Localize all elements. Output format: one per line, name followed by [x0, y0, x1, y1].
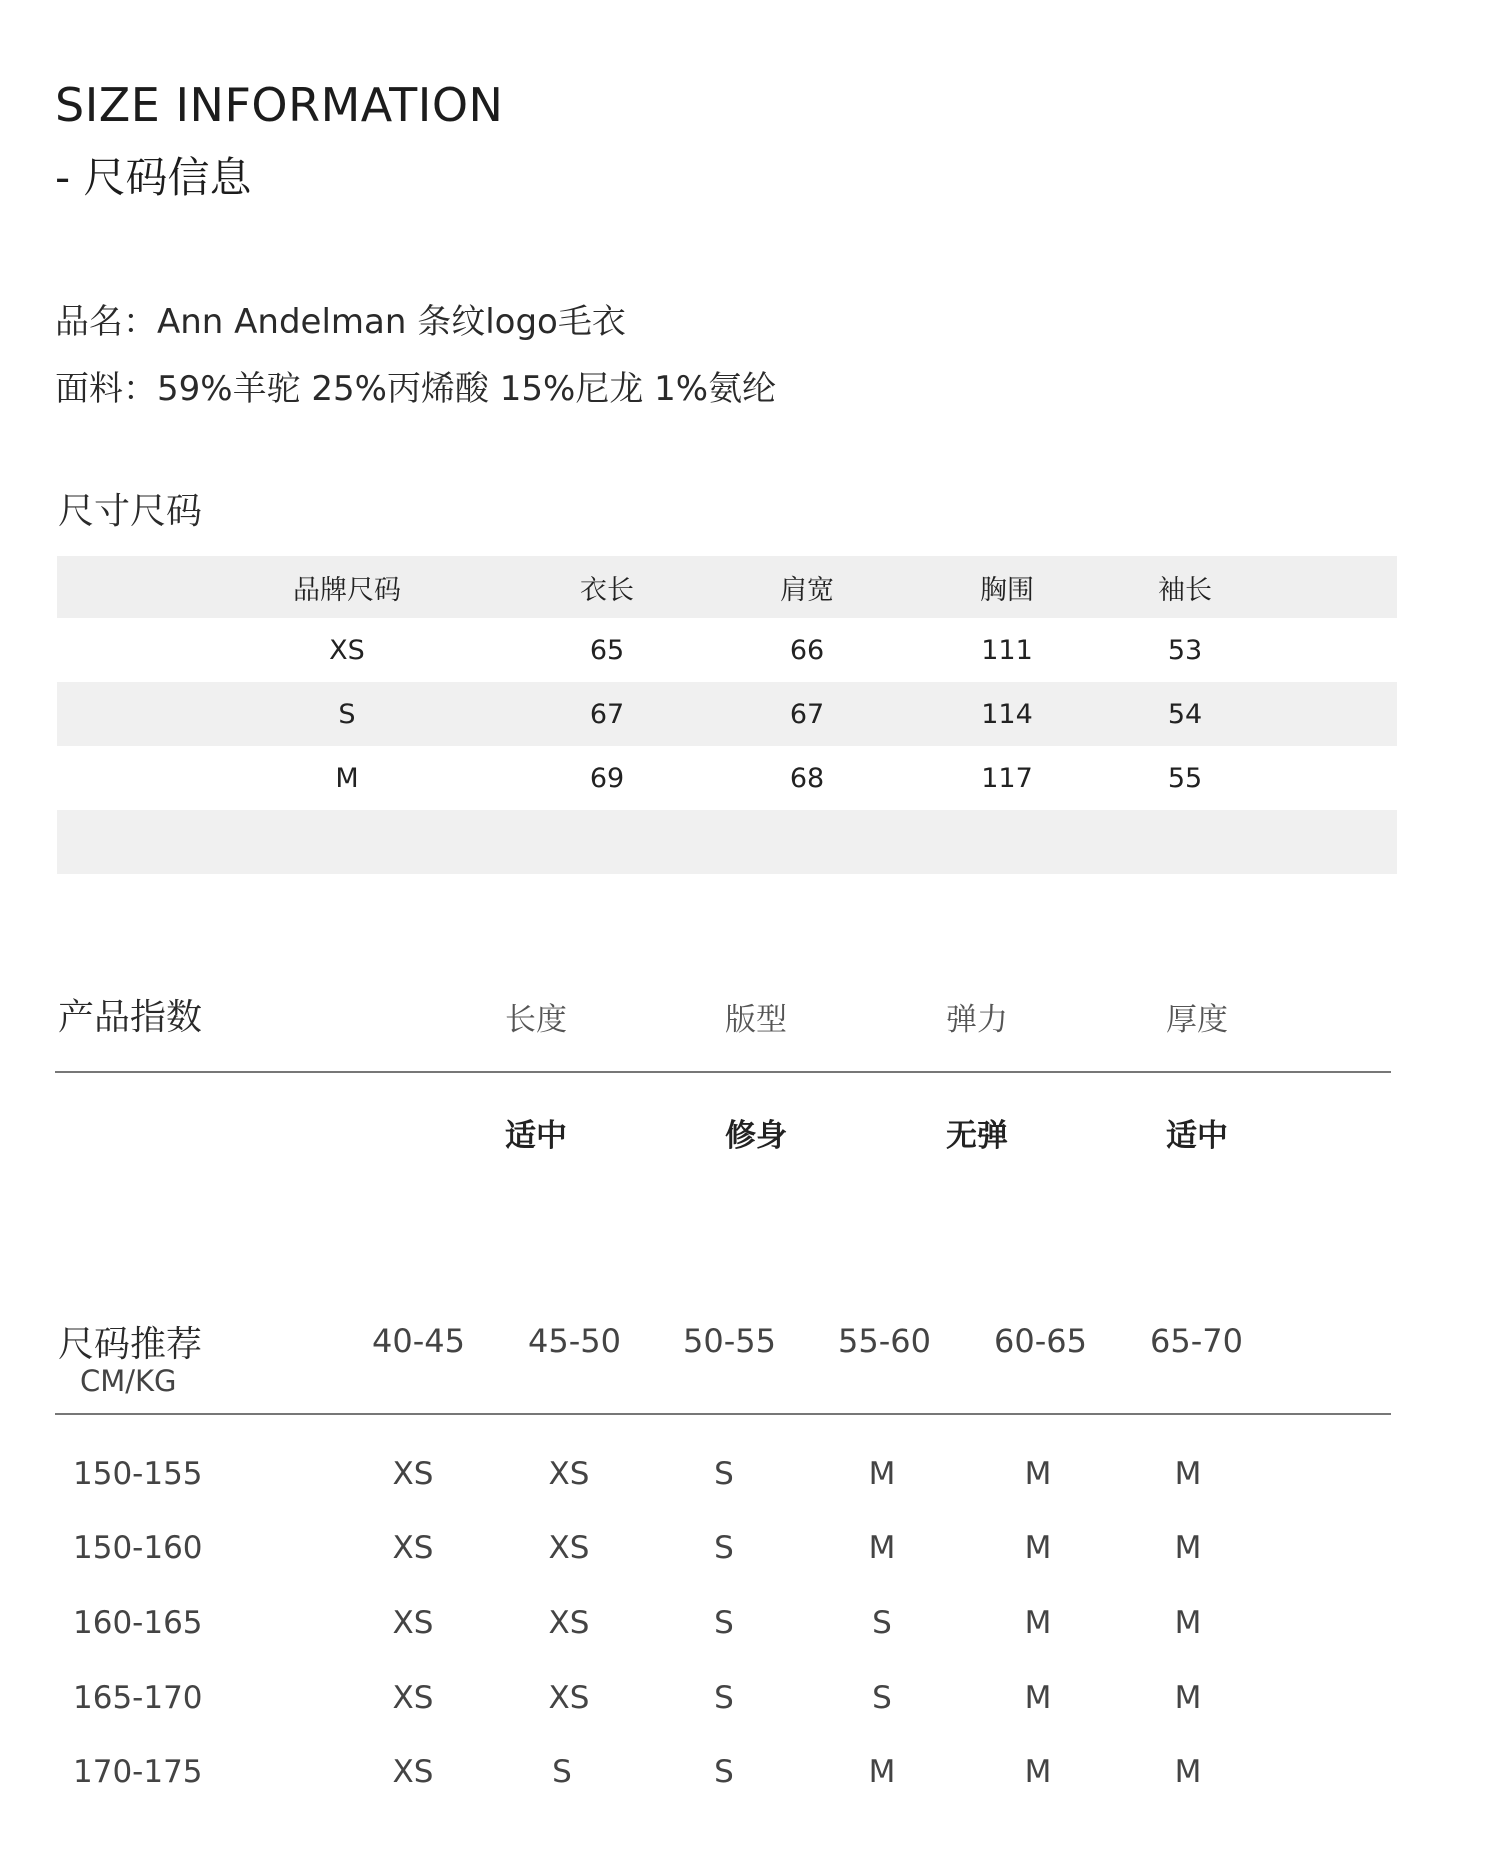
index-value-thickness: 适中 — [1166, 1118, 1228, 1154]
index-header-length: 长度 — [505, 1002, 567, 1038]
weight-header: 50-55 — [683, 1322, 776, 1360]
table-cell: XS — [329, 634, 365, 666]
product-name: 品名：Ann Andelman 条纹logo毛衣 — [55, 302, 626, 342]
size-cell: M — [1174, 1530, 1202, 1566]
size-cell: M — [868, 1530, 896, 1566]
page-title: SIZE INFORMATION — [55, 78, 504, 132]
table-cell: 65 — [589, 634, 625, 666]
size-cell: S — [552, 1754, 572, 1790]
table-cell: 67 — [789, 698, 825, 730]
weight-header: 55-60 — [838, 1322, 931, 1360]
size-cell: XS — [548, 1456, 590, 1492]
table-row — [57, 682, 1397, 746]
index-value-fit: 修身 — [725, 1118, 787, 1154]
size-cell: S — [714, 1605, 734, 1641]
size-cell: M — [1174, 1754, 1202, 1790]
size-cell: S — [714, 1456, 734, 1492]
table-row — [57, 618, 1397, 682]
index-header-fit: 版型 — [725, 1002, 787, 1038]
table-cell: S — [338, 698, 356, 730]
size-cell: XS — [392, 1680, 434, 1716]
height-label: 150-160 — [73, 1530, 203, 1566]
size-cell: M — [1174, 1680, 1202, 1716]
size-cell: S — [872, 1605, 892, 1641]
size-chart-header-cell: 胸围 — [980, 574, 1034, 606]
index-header-elasticity: 弹力 — [946, 1002, 1008, 1038]
table-cell: 55 — [1167, 762, 1203, 794]
weight-header: 65-70 — [1150, 1322, 1243, 1360]
size-cell: M — [868, 1456, 896, 1492]
size-cell: S — [714, 1754, 734, 1790]
size-cell: M — [1024, 1680, 1052, 1716]
size-cell: XS — [548, 1530, 590, 1566]
size-cell: S — [714, 1680, 734, 1716]
size-chart-header-cell: 衣长 — [580, 574, 634, 606]
height-label: 165-170 — [73, 1680, 203, 1716]
size-chart-header-cell: 袖长 — [1158, 574, 1212, 606]
table-cell: 54 — [1167, 698, 1203, 730]
table-cell: 117 — [981, 762, 1033, 794]
table-cell: 114 — [981, 698, 1033, 730]
recommendation-unit: CM/KG — [80, 1364, 177, 1398]
size-cell: XS — [392, 1530, 434, 1566]
size-cell: M — [1024, 1530, 1052, 1566]
table-cell: 53 — [1167, 634, 1203, 666]
size-chart-header-cell: 肩宽 — [780, 574, 834, 606]
size-cell: XS — [392, 1754, 434, 1790]
size-cell: M — [1024, 1456, 1052, 1492]
index-value-length: 适中 — [505, 1118, 567, 1154]
table-cell: M — [335, 762, 359, 794]
table-cell: 69 — [589, 762, 625, 794]
weight-header: 60-65 — [994, 1322, 1087, 1360]
divider — [55, 1071, 1391, 1073]
table-cell: 66 — [789, 634, 825, 666]
height-label: 150-155 — [73, 1456, 203, 1492]
table-row — [57, 746, 1397, 810]
size-cell: XS — [392, 1605, 434, 1641]
divider — [55, 1413, 1391, 1415]
size-cell: M — [1024, 1754, 1052, 1790]
size-cell: S — [714, 1530, 734, 1566]
table-cell: 67 — [589, 698, 625, 730]
size-cell: S — [872, 1680, 892, 1716]
size-cell: M — [1174, 1605, 1202, 1641]
weight-header: 45-50 — [528, 1322, 621, 1360]
size-chart-title: 尺寸尺码 — [58, 491, 203, 532]
height-label: 160-165 — [73, 1605, 203, 1641]
size-chart-table — [57, 556, 1397, 874]
height-label: 170-175 — [73, 1754, 203, 1790]
size-chart-header-row — [57, 556, 1397, 618]
size-cell: M — [1024, 1605, 1052, 1641]
table-row-empty — [57, 810, 1397, 874]
size-cell: M — [1174, 1456, 1202, 1492]
table-cell: 68 — [789, 762, 825, 794]
size-cell: XS — [392, 1456, 434, 1492]
size-cell: XS — [548, 1680, 590, 1716]
recommendation-title: 尺码推荐 — [58, 1324, 203, 1365]
weight-header: 40-45 — [372, 1322, 465, 1360]
product-index-title: 产品指数 — [58, 997, 203, 1038]
table-cell: 111 — [981, 634, 1033, 666]
size-cell: M — [868, 1754, 896, 1790]
size-cell: XS — [548, 1605, 590, 1641]
index-header-thickness: 厚度 — [1166, 1002, 1228, 1038]
index-value-elasticity: 无弹 — [946, 1118, 1008, 1154]
product-fabric: 面料：59%羊驼 25%丙烯酸 15%尼龙 1%氨纶 — [55, 369, 777, 409]
size-chart-header-cell: 品牌尺码 — [293, 574, 401, 606]
page-subtitle: - 尺码信息 — [55, 153, 252, 202]
